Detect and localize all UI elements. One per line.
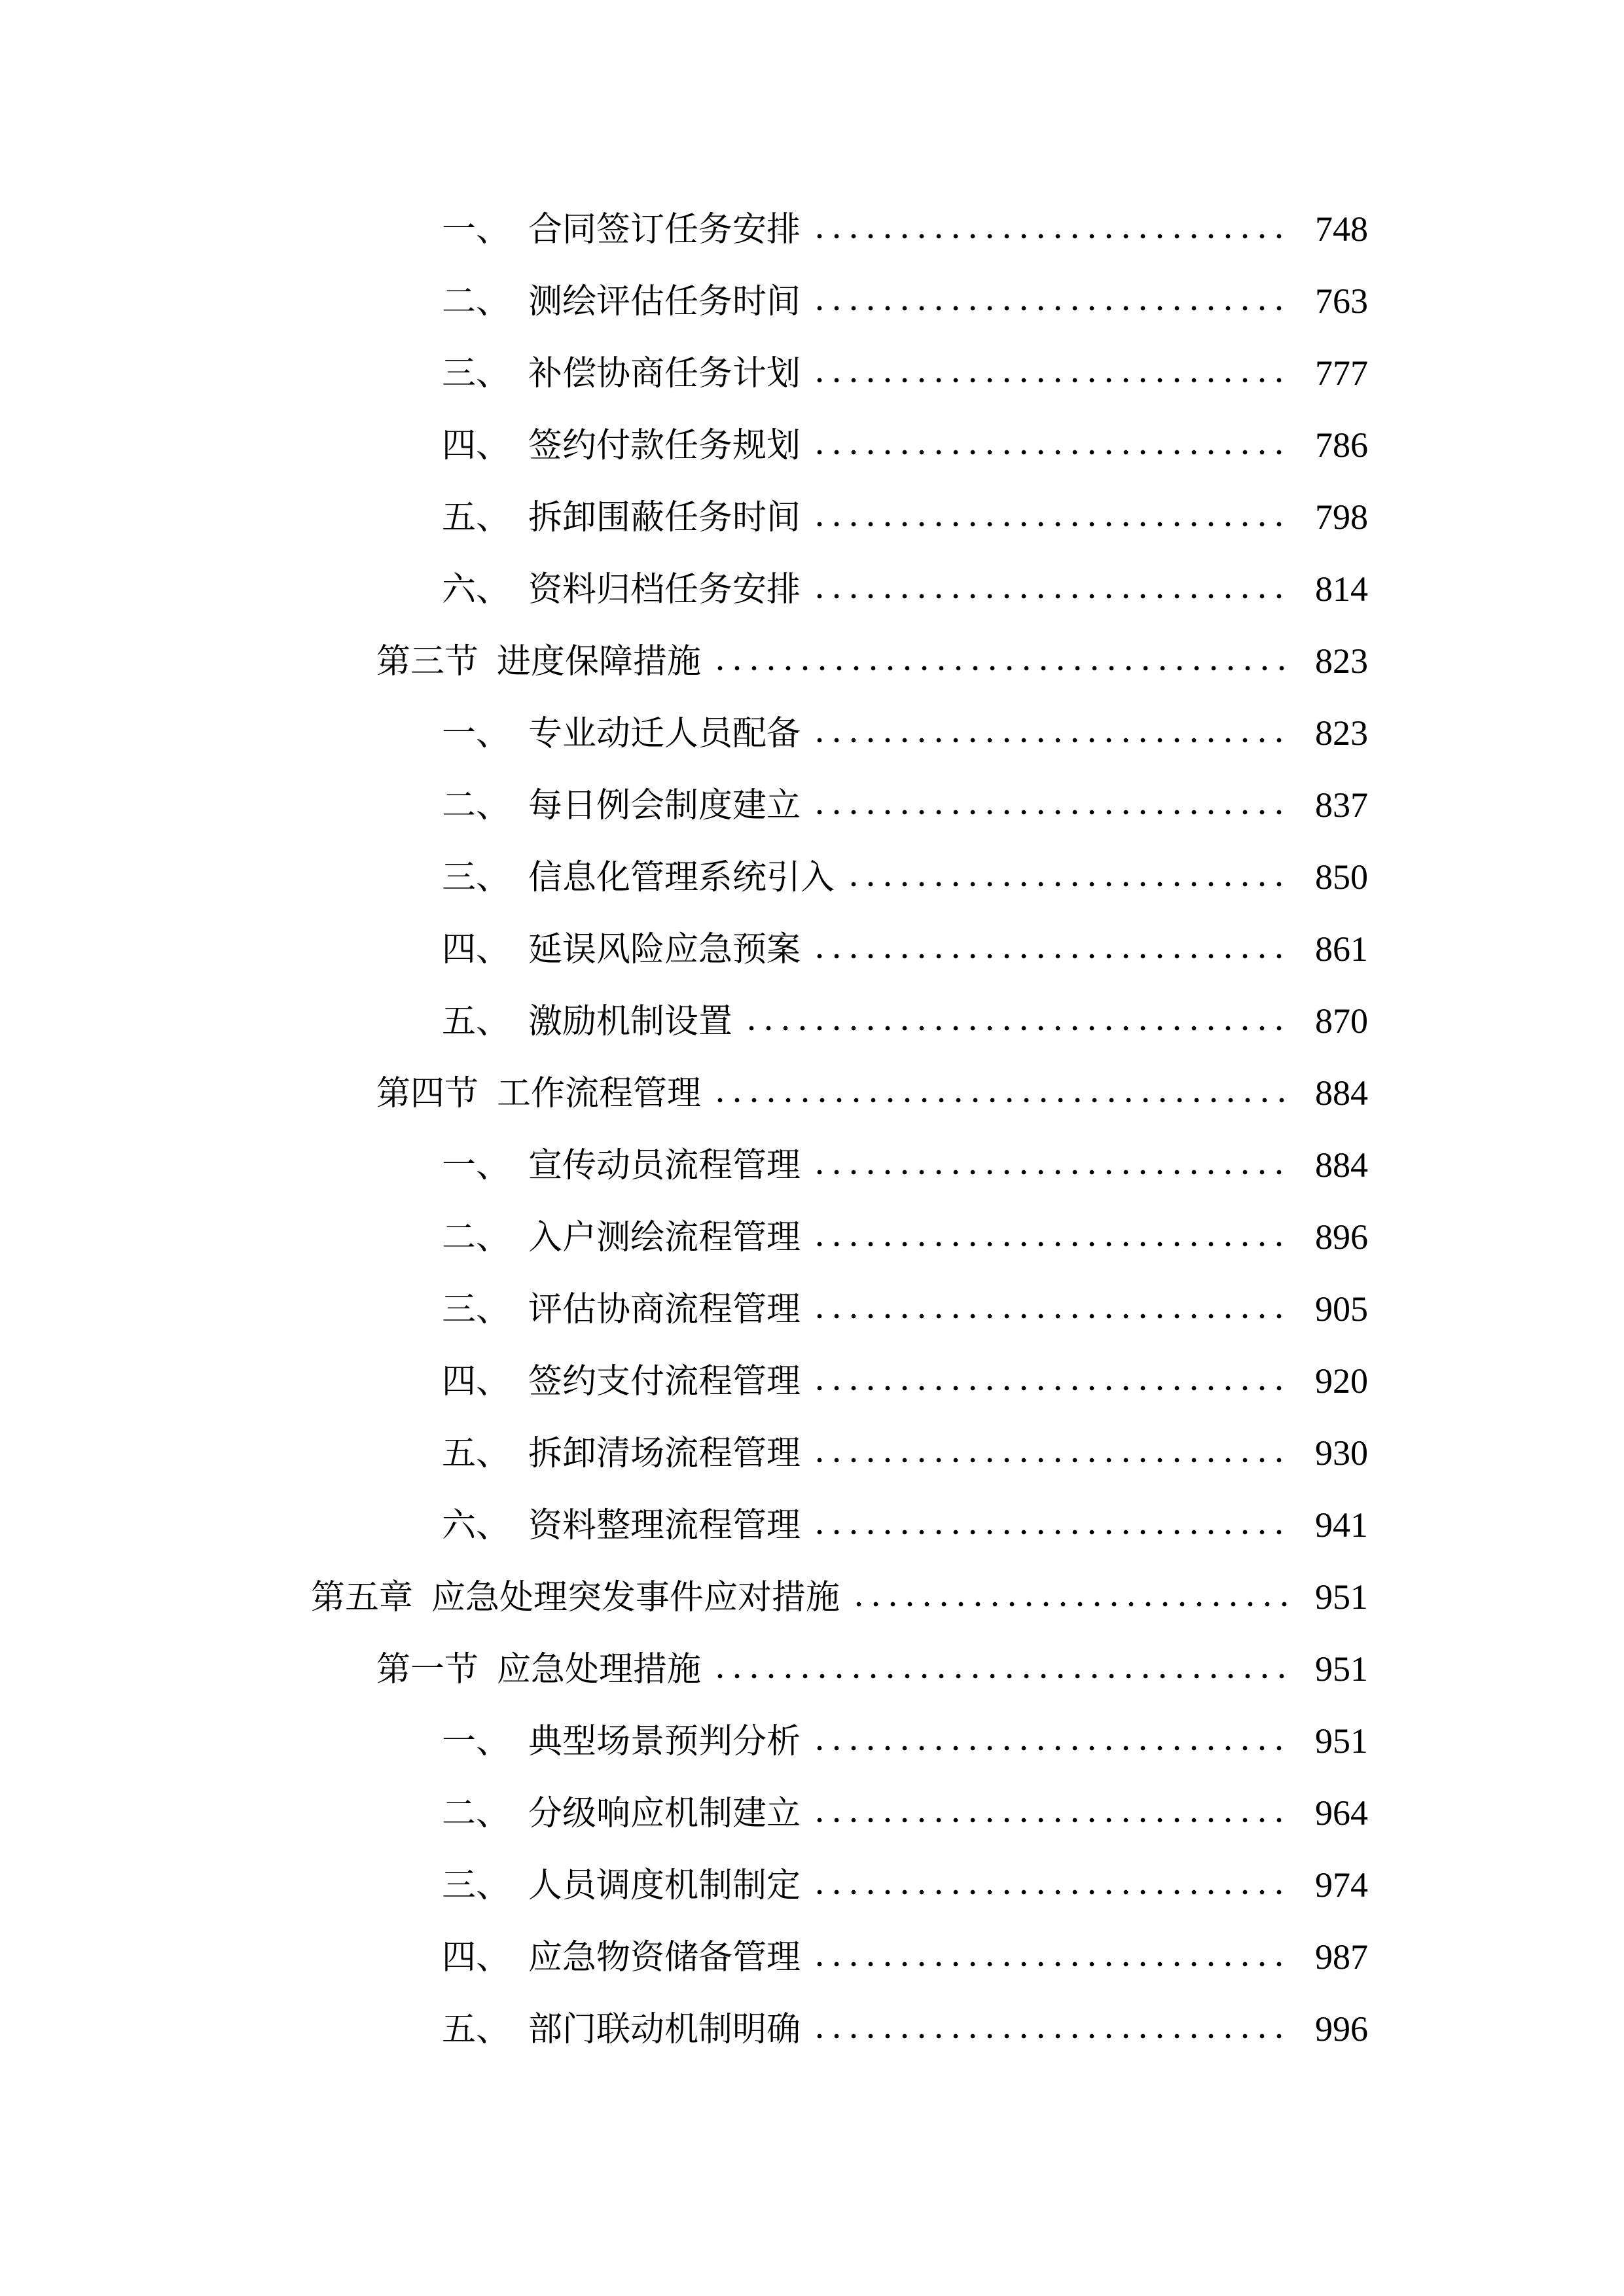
entry-number: 三、: [442, 859, 511, 897]
toc-entry-section[interactable]: [311, 625, 1368, 697]
entry-title: 部门联动机制明确: [528, 2011, 801, 2049]
dot-leader: [712, 625, 1293, 697]
entry-number: 二、: [442, 1795, 511, 1833]
dot-leader: [811, 1201, 1293, 1273]
toc-entry-item[interactable]: [311, 697, 1368, 769]
entry-title: 合同签订任务安排: [528, 211, 801, 249]
entry-page: 763: [1315, 281, 1368, 321]
entry-page: 823: [1315, 641, 1368, 681]
entry-title: 签约支付流程管理: [528, 1363, 801, 1401]
entry-page: 850: [1315, 857, 1368, 897]
entry-title: 应急处理突发事件应对措施: [431, 1579, 840, 1617]
entry-page: 951: [1315, 1649, 1368, 1689]
entry-number: 四、: [442, 427, 511, 465]
entry-title: 评估协商流程管理: [528, 1291, 801, 1329]
dot-leader: [811, 193, 1293, 265]
dot-leader: [811, 1993, 1293, 2065]
entry-page: 941: [1315, 1505, 1368, 1545]
dot-leader: [811, 1417, 1293, 1489]
toc-entry-item[interactable]: [311, 553, 1368, 625]
toc-entry-item[interactable]: [311, 913, 1368, 985]
toc-entry-item[interactable]: [311, 1993, 1368, 2065]
dot-leader: [811, 553, 1293, 625]
entry-page: 884: [1315, 1145, 1368, 1185]
entry-title: 资料归档任务安排: [528, 571, 801, 609]
entry-number: 一、: [442, 211, 511, 249]
entry-number: 一、: [442, 715, 511, 753]
entry-number: 三、: [442, 355, 511, 393]
entry-title: 典型场景预判分析: [528, 1723, 801, 1761]
dot-leader: [811, 1489, 1293, 1561]
toc-entry-item[interactable]: [311, 193, 1368, 265]
dot-leader: [811, 1129, 1293, 1201]
dot-leader: [811, 1777, 1293, 1849]
entry-title: 进度保障措施: [497, 643, 702, 681]
toc-entry-item[interactable]: [311, 769, 1368, 841]
entry-title: 人员调度机制制定: [528, 1867, 801, 1905]
toc-entry-chapter[interactable]: [311, 1561, 1368, 1633]
entry-number: 四、: [442, 1363, 511, 1401]
entry-number: 五、: [442, 2011, 511, 2049]
entry-number: 二、: [442, 1219, 511, 1257]
entry-title: 拆卸围蔽任务时间: [528, 499, 801, 537]
toc-entry-item[interactable]: [311, 1921, 1368, 1993]
entry-page: 896: [1315, 1217, 1368, 1257]
toc-entry-item[interactable]: [311, 1201, 1368, 1273]
entry-page: 823: [1315, 713, 1368, 753]
entry-title: 签约付款任务规划: [528, 427, 801, 465]
dot-leader: [811, 697, 1293, 769]
entry-page: 837: [1315, 785, 1368, 825]
entry-number: 一、: [442, 1147, 511, 1185]
entry-number: 三、: [442, 1867, 511, 1905]
toc-entry-item[interactable]: [311, 409, 1368, 481]
entry-title: 激励机制设置: [528, 1003, 733, 1041]
toc-entry-item[interactable]: [311, 1849, 1368, 1921]
entry-page: 777: [1315, 353, 1368, 393]
entry-number: 一、: [442, 1723, 511, 1761]
entry-page: 930: [1315, 1433, 1368, 1473]
dot-leader: [811, 913, 1293, 985]
entry-number: 第三节: [376, 643, 479, 681]
entry-page: 814: [1315, 569, 1368, 609]
entry-page: 996: [1315, 2009, 1368, 2049]
dot-leader: [845, 841, 1293, 913]
entry-number: 第一节: [376, 1651, 479, 1689]
toc-entry-item[interactable]: [311, 1705, 1368, 1777]
entry-number: 四、: [442, 931, 511, 969]
entry-number: 三、: [442, 1291, 511, 1329]
dot-leader: [712, 1057, 1293, 1129]
dot-leader: [811, 769, 1293, 841]
entry-title: 信息化管理系统引入: [528, 859, 835, 897]
entry-title: 应急物资储备管理: [528, 1939, 801, 1977]
toc-entry-item[interactable]: [311, 1417, 1368, 1489]
entry-number: 二、: [442, 787, 511, 825]
toc-entry-item[interactable]: [311, 481, 1368, 553]
dot-leader: [811, 1705, 1293, 1777]
entry-title: 分级响应机制建立: [528, 1795, 801, 1833]
dot-leader: [811, 1921, 1293, 1993]
entry-page: 786: [1315, 425, 1368, 465]
dot-leader: [811, 337, 1293, 409]
entry-number: 四、: [442, 1939, 511, 1977]
entry-number: 五、: [442, 499, 511, 537]
dot-leader: [811, 481, 1293, 553]
dot-leader: [811, 409, 1293, 481]
entry-number: 第五章: [311, 1579, 414, 1617]
toc-entry-item[interactable]: [311, 1273, 1368, 1345]
entry-page: 884: [1315, 1073, 1368, 1113]
toc-entry-item[interactable]: [311, 1129, 1368, 1201]
entry-number: 第四节: [376, 1075, 479, 1113]
entry-title: 测绘评估任务时间: [528, 283, 801, 321]
entry-number: 二、: [442, 283, 511, 321]
entry-title: 拆卸清场流程管理: [528, 1435, 801, 1473]
entry-title: 专业动迁人员配备: [528, 715, 801, 753]
entry-title: 入户测绘流程管理: [528, 1219, 801, 1257]
entry-page: 920: [1315, 1361, 1368, 1401]
entry-page: 861: [1315, 929, 1368, 969]
toc-entry-item[interactable]: [311, 841, 1368, 913]
toc-entry-item[interactable]: [311, 1489, 1368, 1561]
dot-leader: [811, 1849, 1293, 1921]
entry-page: 798: [1315, 497, 1368, 537]
dot-leader: [811, 1345, 1293, 1417]
entry-title: 补偿协商任务计划: [528, 355, 801, 393]
entry-page: 987: [1315, 1937, 1368, 1977]
entry-page: 870: [1315, 1001, 1368, 1041]
dot-leader: [850, 1561, 1293, 1633]
toc-entry-section[interactable]: [311, 1057, 1368, 1129]
toc-entry-item[interactable]: [311, 337, 1368, 409]
dot-leader: [712, 1633, 1293, 1705]
entry-title: 每日例会制度建立: [528, 787, 801, 825]
dot-leader: [811, 265, 1293, 337]
toc-entry-item[interactable]: [311, 1777, 1368, 1849]
entry-number: 五、: [442, 1435, 511, 1473]
entry-page: 974: [1315, 1865, 1368, 1905]
toc-entry-section[interactable]: [311, 1633, 1368, 1705]
entry-title: 延误风险应急预案: [528, 931, 801, 969]
entry-title: 工作流程管理: [497, 1075, 702, 1113]
entry-page: 964: [1315, 1793, 1368, 1833]
entry-number: 五、: [442, 1003, 511, 1041]
entry-page: 951: [1315, 1721, 1368, 1761]
entry-title: 资料整理流程管理: [528, 1507, 801, 1545]
entry-page: 748: [1315, 209, 1368, 249]
entry-number: 六、: [442, 1507, 511, 1545]
toc-list: [311, 193, 1368, 2065]
entry-title: 宣传动员流程管理: [528, 1147, 801, 1185]
entry-title: 应急处理措施: [497, 1651, 702, 1689]
entry-page: 905: [1315, 1289, 1368, 1329]
dot-leader: [743, 985, 1293, 1057]
toc-entry-item[interactable]: [311, 1345, 1368, 1417]
toc-entry-item[interactable]: [311, 265, 1368, 337]
entry-number: 六、: [442, 571, 511, 609]
dot-leader: [811, 1273, 1293, 1345]
toc-entry-item[interactable]: [311, 985, 1368, 1057]
entry-page: 951: [1315, 1577, 1368, 1617]
